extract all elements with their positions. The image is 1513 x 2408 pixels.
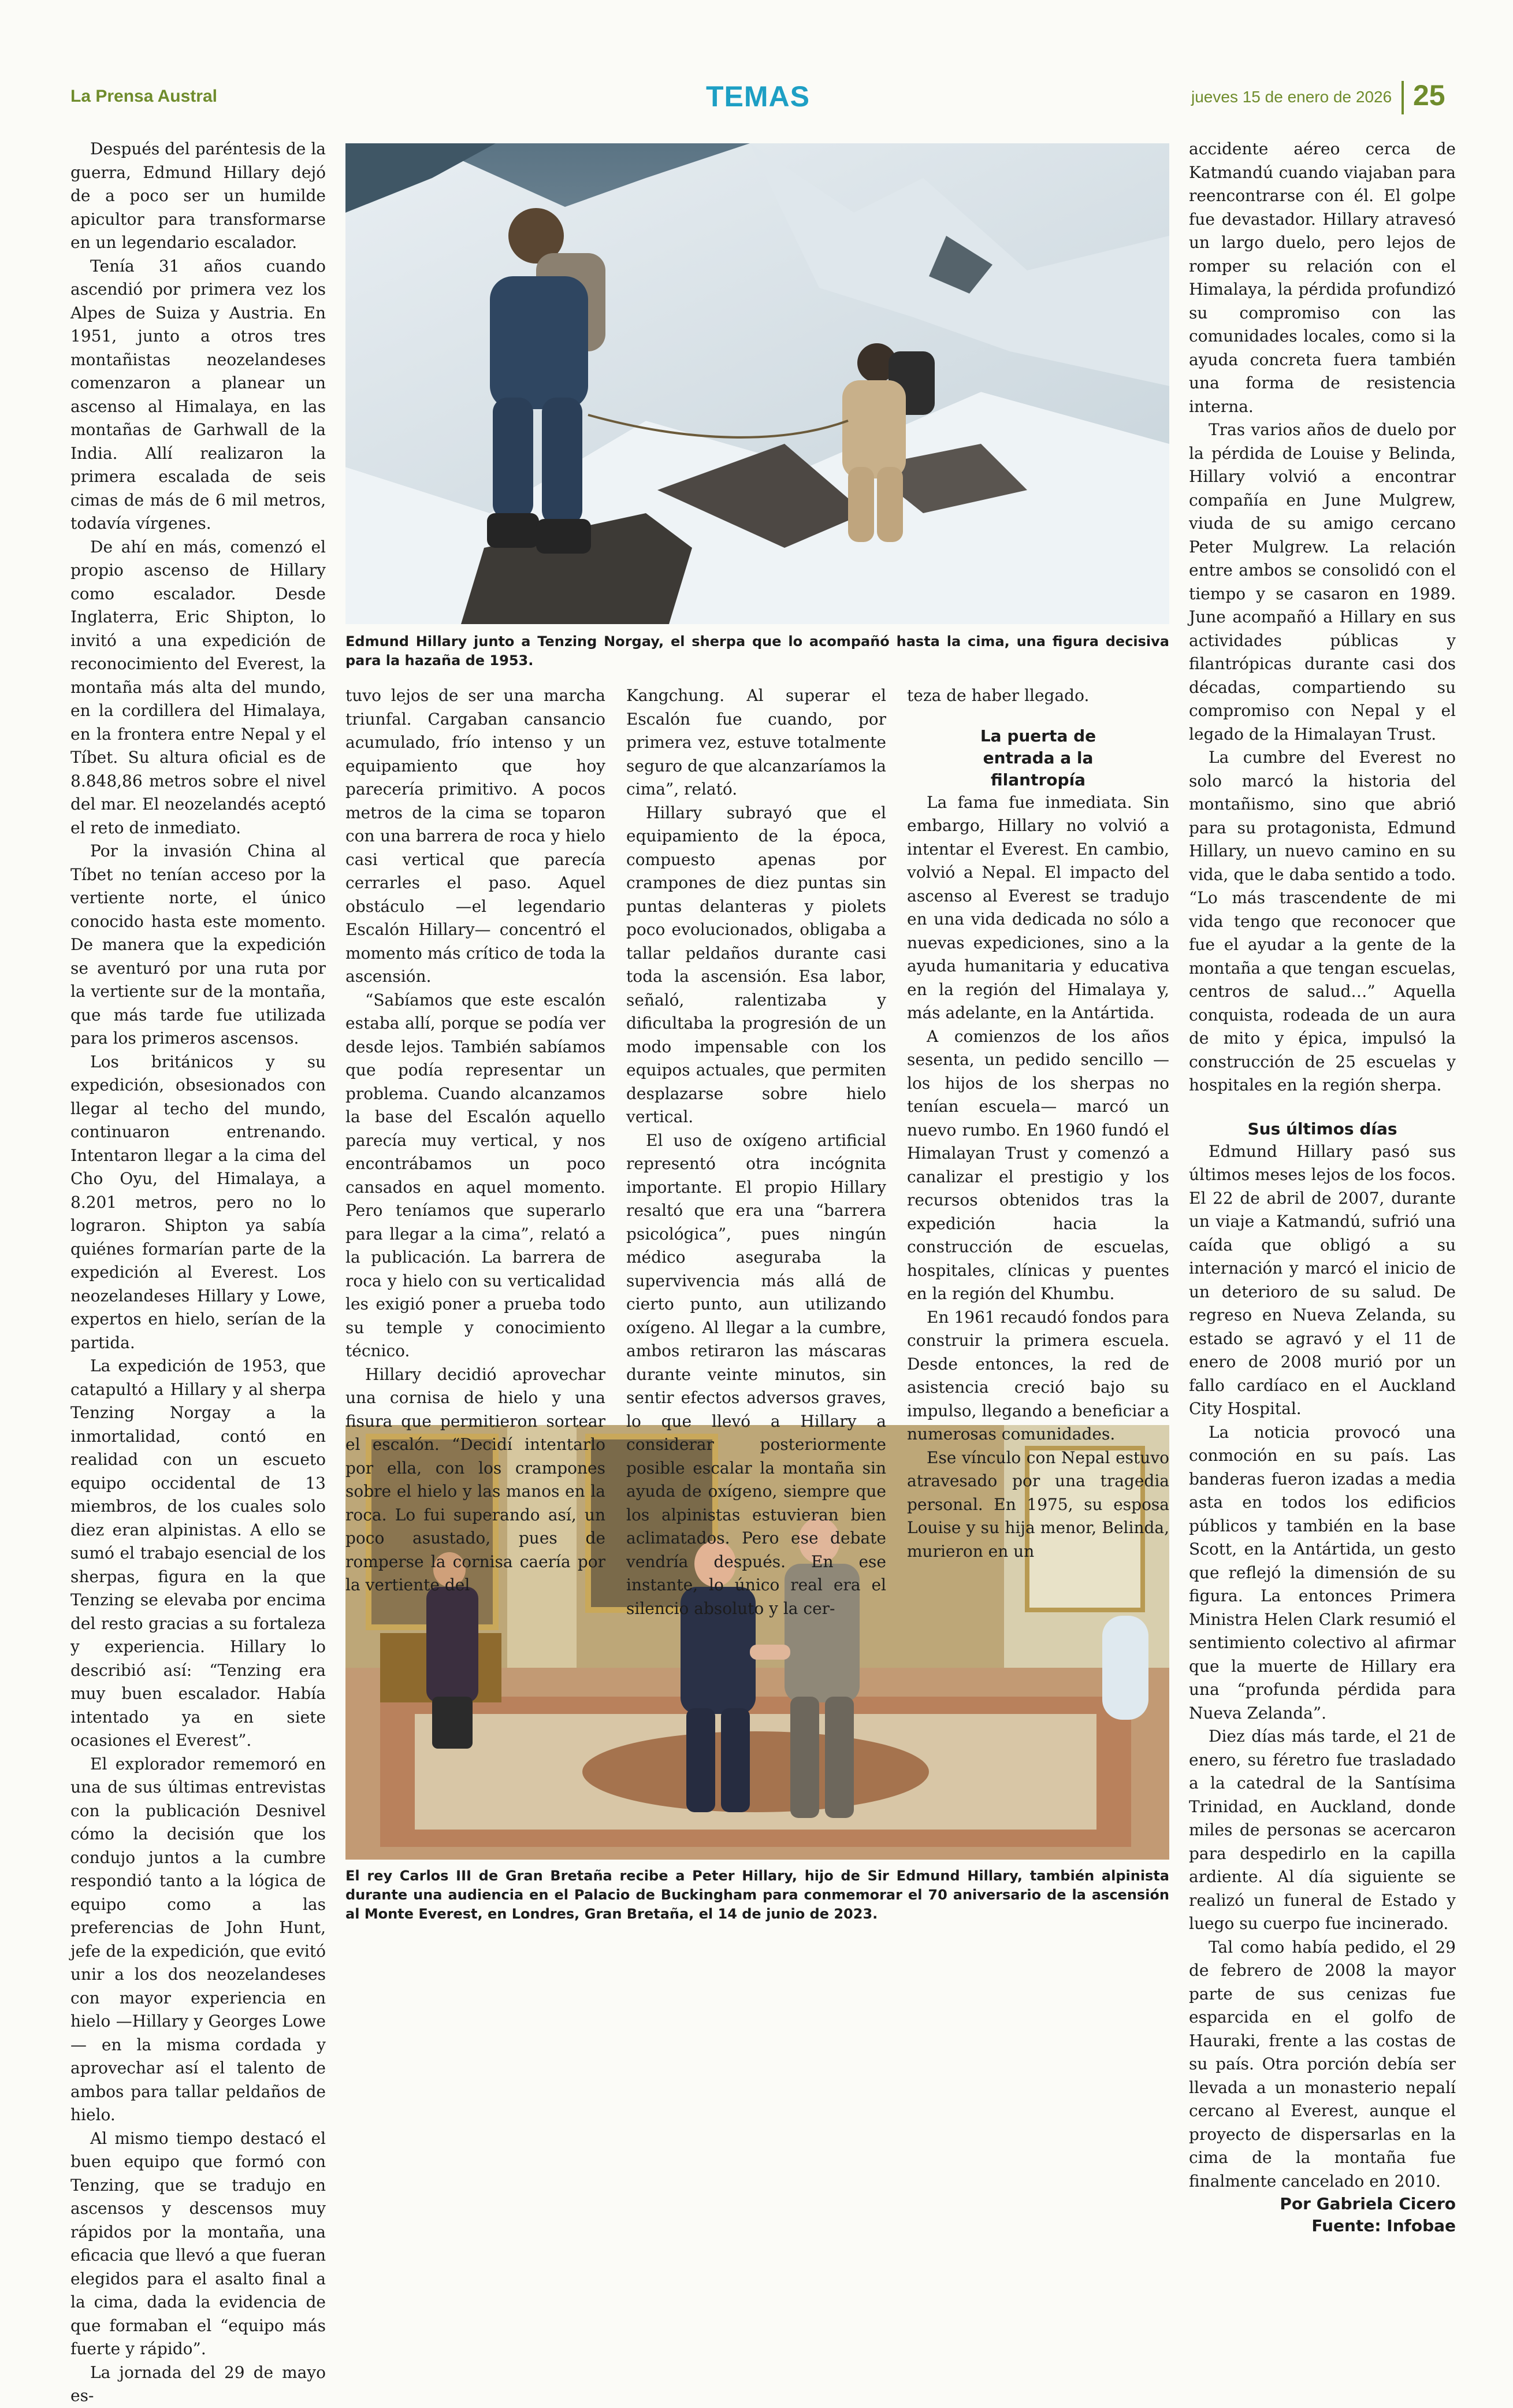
section-title: TEMAS (706, 80, 810, 113)
col4-paragraph: En 1961 recaudó fondos para construir la primera escuela. Desde entonces, la red de asistencia creció bajo su impulso, llegando a beneficiar a numerosas comunidades. (907, 1307, 1169, 1444)
article-column-2 (345, 684, 605, 1594)
col3-paragraph: Kangchung. Al superar el Escalón fue cuando, por primera vez, estuve totalmente seguro de que alcanzaríamos la cima”, relató. (626, 686, 886, 799)
col1-paragraph: Tenía 31 años cuando ascendió por primera vez los Alpes de Suiza y Austria. En 1951, junto a otros tres montañistas neozelandeses comenzaron a planear un ascenso al Himalaya, en las montañas de Garhwall de la India. Allí realizaron la primera escalada de seis cimas de más de 6 mil metros, todavía vírgenes. (70, 256, 326, 533)
col5-paragraph: accidente aéreo cerca de Katmandú cuando viajaban para reencontrarse con él. El golpe fue devastador. Hillary atravesó un largo duelo, pero lejos de romper su relación con el Himalaya, la pérdida profundizó su compromiso con las comunidades locales, como si la ayuda concreta fuera también una forma de resistencia interna. (1189, 139, 1456, 416)
col3-paragraph: Hillary subrayó que el equipamiento de la época, compuesto apenas por crampones de diez puntas sin puntas delanteras y piolets poco evolucionados, obligaba a tallar peldaños durante casi toda la ascensión. Esa labor, señaló, ralentizaba y dificultaba la progresión de un modo impensable con los equipos actuales, que permiten desplazarse sobre hielo vertical. (626, 803, 886, 1126)
photo-hillary-tenzing (345, 143, 1169, 624)
photo2-caption: El rey Carlos III de Gran Bretaña recibe a Peter Hillary, hijo de Sir Edmund Hillary, también alpinista durante una audiencia en el Palacio de Buckingham para conmemorar el 70 aniversario de la ascensión al Monte Everest, en Londres, Gran Bretaña, el 14 de junio de 2023. (345, 1868, 1169, 1922)
col2-paragraph: “Sabíamos que este escalón estaba allí, porque se podía ver desde lejos. También sabíamos que podía representar un problema. Cuando alcanzamos la base del Escalón aquello parecía muy vertical, y nos encontrábamos un poco cansados en aquel momento. Pero teníamos que superarlo para llegar a la cima”, relató a la publicación. La barrera de roca y hielo con su verticalidad les exigió poner a prueba todo su temple y conocimiento técnico. (345, 990, 605, 1360)
col5-paragraph: Tras varios años de duelo por la pérdida de Louise y Belinda, Hillary volvió a encontrar compañía en June Mulgrew, viuda de su amigo cercano Peter Mulgrew. La relación entre ambos se consolidó con el tiempo y se casaron en 1989. June acompañó a Hillary en sus actividades públicas y filantrópicas durante casi dos décadas, compartiendo su compromiso con Nepal y el legado de la Himalayan Trust. (1189, 420, 1456, 744)
publication-name: La Prensa Austral (70, 87, 217, 106)
col5-paragraph: Edmund Hillary pasó sus últimos meses lejos de los focos. El 22 de abril de 2007, durante un viaje a Katmandú, sufrió una caída que obligó a su internación y marcó el inicio de un deterioro de su salud. De regreso en Nueva Zelanda, su estado se agravó y el 11 de enero de 2008 murió por un fallo cardíaco en el Auckland City Hospital. (1189, 1141, 1456, 1418)
col4-paragraph: A comienzos de los años sesenta, un pedido sencillo —los hijos de los sherpas no tenían escuela— marcó un nuevo rumbo. En 1960 fundó el Himalayan Trust y comenzó a canalizar el prestigio y los recursos obtenidos tras la expedición hacia la construcción de escuelas, hospitales, clínicas y puentes en la región del Khumbu. (907, 1026, 1169, 1303)
col4-paragraph: La fama fue inmediata. Sin embargo, Hillary no volvió a intentar el Everest. En cambio, volvió a Nepal. El impacto del ascenso al Everest se tradujo en una vida dedicada no sólo a nuevas expediciones, sino a la ayuda humanitaria y educativa en la región del Himalaya y, más adelante, en la Antártida. (907, 792, 1169, 1022)
col5-paragraph: La noticia provocó una conmoción en su país. Las banderas fueron izadas a media asta en todos los edificios públicos y también en la base Scott, en la Antártida, un gesto que reflejó la dimensión de su figura. La entonces Primera Ministra Helen Clark resumió el sentimiento colectivo al afirmar que la muerte de Hillary era una “profunda pérdida para Nueva Zelanda”. (1189, 1422, 1456, 1723)
article-column-1 (70, 138, 326, 2405)
col4-paragraph: Ese vínculo con Nepal estuvo atravesado por una tragedia personal. En 1975, su esposa Louise y su hija menor, Belinda, murieron en un (907, 1448, 1169, 1561)
article-column-3 (626, 684, 886, 1618)
col1-paragraph: El explorador rememoró en una de sus últimas entrevistas con la publicación Desnivel cómo la decisión que los condujo juntos a la cumbre respondió tanto a la lógica de equipo como a las preferencias de John Hunt, jefe de la expedición, que evitó unir a los dos neozelandeses con mayor experiencia en hielo —Hillary y Georges Lowe— en la misma cordada y aprovechar así el talento de ambos para tallar peldaños de hielo. (70, 1754, 326, 2124)
everest-climb-illustration (345, 143, 1169, 624)
article-column-4 (907, 684, 1169, 1561)
col2-paragraph: Hillary decidió aprovechar una cornisa de hielo y una fisura que permitieron sortear el escalón. “Decidí intentarlo por ella, con los crampones sobre el hielo y las manos en la roca. Lo fui superando así, un poco asustado, pues de romperse la cornisa caería por la vertiente del (345, 1364, 605, 1594)
col5-paragraph: Diez días más tarde, el 21 de enero, su féretro fue trasladado a la catedral de la Santísima Trinidad, en Auckland, donde miles de personas se acercaron para despedirlo en la capilla ardiente. Al día siguiente se realizó un funeral de Estado y luego su cuerpo fue incinerado. (1189, 1727, 1456, 1933)
subheading-filantropia: La puerta de entrada a la filantropía (980, 726, 1096, 789)
col1-paragraph: Por la invasión China al Tíbet no tenían acceso por la vertiente norte, el único conocido hasta este momento. De manera que la expedición se aventuró por una ruta por la vertiente sur de la montaña, que más tarde fue utilizada para los primeros ascensos. (70, 841, 326, 1048)
col3-paragraph: El uso de oxígeno artificial representó otra incógnita importante. El propio Hillary resaltó que era una “barrera psicológica”, pues ningún médico aseguraba la supervivencia más allá de cierto punto, aun utilizando oxígeno. Al llegar a la cumbre, ambos retiraron las máscaras durante veinte minutos, sin sentir efectos adversos graves, lo que llevó a Hillary a considerar posteriormente posible escalar la montaña sin ayuda de oxígeno, siempre que los alpinistas estuvieran bien aclimatados. Pero ese debate vendría después. En ese instante, lo único real era el silencio absoluto y la cer- (626, 1130, 886, 1618)
source-credit: Fuente: Infobae (1311, 2216, 1456, 2235)
col1-paragraph: Después del paréntesis de la guerra, Edmund Hillary dejó de a poco ser un humilde apicultor para transformarse en un legendario escalador. (70, 139, 326, 252)
page-number: 25 (1413, 79, 1445, 112)
col1-paragraph: Los británicos y su expedición, obsesionados con llegar al techo del mundo, continuaron entrenando. Intentaron llegar a la cima del Cho Oyu, del Himalaya, a 8.201 metros, pero no lo lograron. Shipton ya sabía quiénes formarían parte de la expedición al Everest. Los neozelandeses Hillary y Lowe, expertos en hielo, serían de la partida. (70, 1052, 326, 1352)
col1-paragraph: De ahí en más, comenzó el propio ascenso de Hillary como escalador. Desde Inglaterra, Eric Shipton, lo invitó a una expedición de reconocimiento del Everest, la montaña más alta del mundo, en la cordillera del Himalaya, en la frontera entre Nepal y el Tíbet. Su altura oficial es de 8.848,86 metros sobre el nivel del mar. El neozelandés aceptó el reto de inmediato. (70, 537, 326, 837)
photo1-caption: Edmund Hillary junto a Tenzing Norgay, el sherpa que lo acompañó hasta la cima, una figura decisiva para la hazaña de 1953. (345, 633, 1169, 669)
col1-paragraph: La jornada del 29 de mayo es- (70, 2362, 326, 2405)
col4-intro: teza de haber llegado. (907, 686, 1090, 705)
byline: Por Gabriela Cicero (1280, 2194, 1456, 2213)
header-separator (1402, 81, 1404, 114)
col1-paragraph: La expedición de 1953, que catapultó a Hillary y al sherpa Tenzing Norgay a la inmortalidad, contó en realidad con un escueto equipo occidental de 13 miembros, de los cuales solo diez eran alpinistas. A ello se sumó el trabajo esencial de los sherpas, figura en la que Tenzing se elevaba por encima del resto gracias a su fortaleza y experiencia. Hillary lo describió así: “Tenzing era muy buen escalador. Había intentado ya en siete ocasiones el Everest”. (70, 1356, 326, 1750)
issue-date: jueves 15 de enero de 2026 (1191, 88, 1392, 106)
col5-paragraph: Tal como había pedido, el 29 de febrero de 2008 la mayor parte de sus cenizas fue esparcida en el golfo de Hauraki, frente a las costas de su país. Otra porción debía ser llevada a un monasterio nepalí cercano al Everest, aunque el proyecto de dispersarlas en la cima de la montaña fue finalmente cancelado en 2010. (1189, 1937, 1456, 2191)
subheading-ultimos-dias: Sus últimos días (1247, 1119, 1397, 1138)
article-column-5 (1189, 138, 1456, 2235)
col1-paragraph: Al mismo tiempo destacó el buen equipo que formó con Tenzing, que se tradujo en ascensos y descensos muy rápidos por la montaña, una eficacia que llevó a que fueran elegidos para el asalto final a la cima, dada la evidencia de que formaban el “equipo más fuerte y rápido”. (70, 2128, 326, 2358)
col5-paragraph: La cumbre del Everest no solo marcó la historia del montañismo, sino que abrió para su protagonista, Edmund Hillary, un nuevo camino en su vida, que le daba sentido a todo. “Lo más trascendente de mi vida tengo que reconocer que fue el ayudar a la gente de la montaña a que tengan escuelas, centros de salud…” Aquella conquista, rodeada de un aura de mito y épica, impulsó la construcción de 25 escuelas y hospitales en la región sherpa. (1189, 748, 1456, 1094)
col2-paragraph: tuvo lejos de ser una marcha triunfal. Cargaban cansancio acumulado, frío intenso y un equipamiento que hoy parecería primitivo. A pocos metros de la cima se toparon con una barrera de roca y hielo casi vertical que parecía cerrarles el paso. Aquel obstáculo —el legendario Escalón Hillary— concentró el momento más crítico de toda la ascensión. (345, 686, 605, 986)
